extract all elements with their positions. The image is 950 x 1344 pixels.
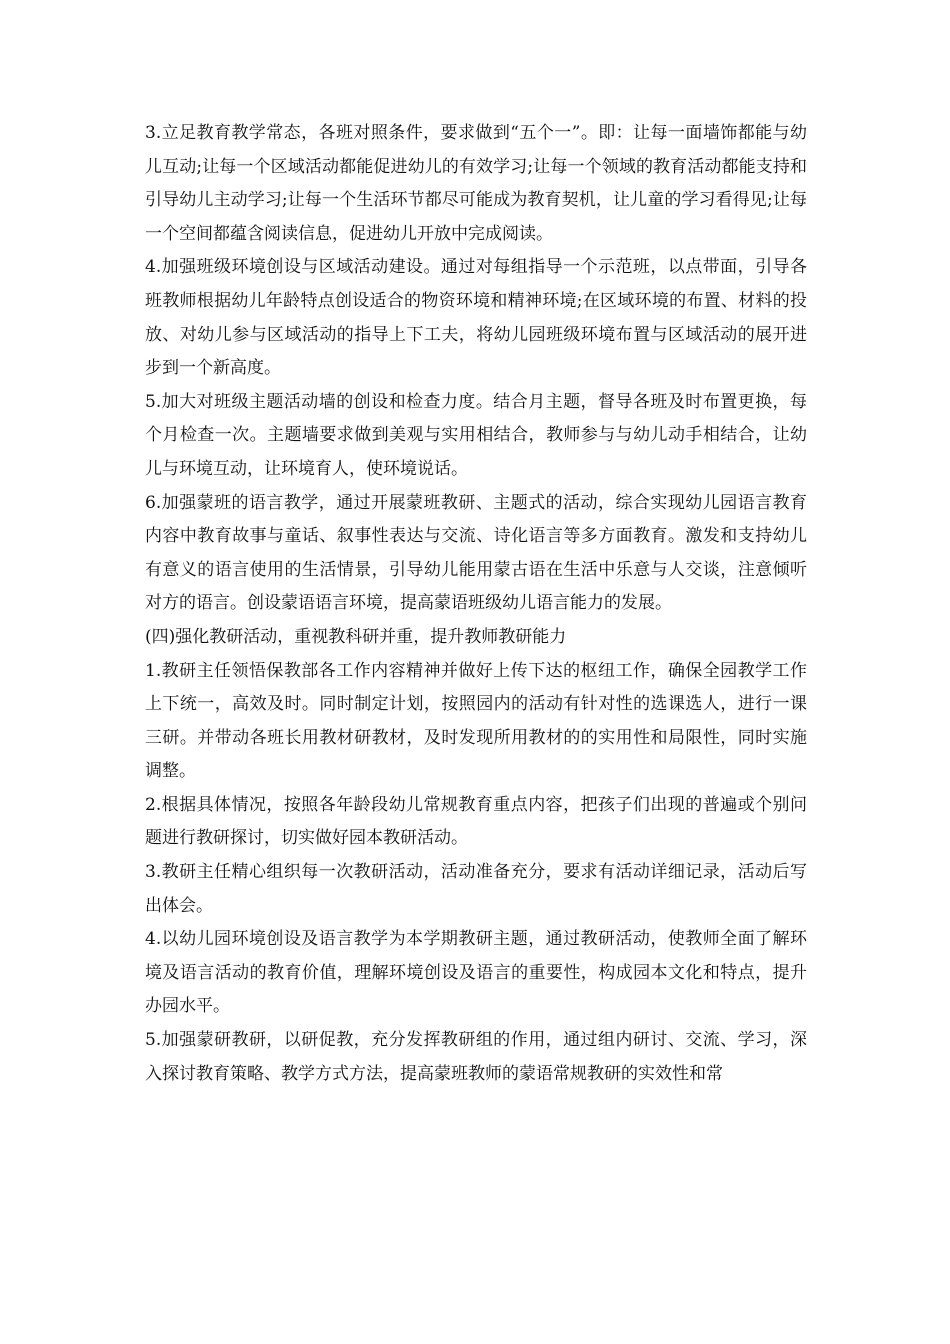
- document-body: [145, 117, 807, 1091]
- paragraph-research-item-1: 1.教研主任领悟保教部各工作内容精神并做好上传下达的枢纽工作，确保全园教学工作上下统一，高效及时。同时制定计划，按照园内的活动有针对性的选课选人，进行一课三研。并带动各班长用教材研教材，及时发现所用教材的的实用性和局限性，同时实施调整。: [145, 660, 807, 782]
- paragraph-item-6-language-teaching: 6.加强蒙班的语言教学，通过开展蒙班教研、主题式的活动，综合实现幼儿园语言教育内容中教育故事与童话、叙事性表达与交流、诗化语言等多方面教育。激发和支持幼儿有意义的语言使用的生活情景，引导幼儿能用蒙古语在生活中乐意与人交谈，注意倾听对方的语言。创设蒙语语言环境，提高蒙语班级幼儿语言能力的发展。: [145, 492, 807, 614]
- paragraph-item-3-five-ones: 3.立足教育教学常态，各班对照条件，要求做到“五个一”。即：让每一面墙饰都能与幼儿互动;让每一个区域活动都能促进幼儿的有效学习;让每一个领域的教育活动都能支持和引导幼儿主动学习;让每一个生活环节都尽可能成为教育契机，让儿童的学习看得见;让每一个空间都蕴含阅读信息，促进幼儿开放中完成阅读。: [145, 123, 807, 244]
- paragraph-research-item-3: 3.教研主任精心组织每一次教研活动，活动准备充分，要求有活动详细记录，活动后写出体会。: [145, 862, 807, 916]
- section-heading-teaching-research: (四)强化教研活动，重视教科研并重，提升教师教研能力: [145, 626, 567, 647]
- paragraph-item-5-theme-wall: 5.加大对班级主题活动墙的创设和检查力度。结合月主题，督导各班及时布置更换，每个月检查一次。主题墙要求做到美观与实用相结合，教师参与与幼儿动手相结合，让幼儿与环境互动，让环境育人，使环境说话。: [145, 391, 807, 479]
- paragraph-research-item-5: 5.加强蒙研教研，以研促教，充分发挥教研组的作用，通过组内研讨、交流、学习，深入探讨教育策略、教学方式方法，提高蒙班教师的蒙语常规教研的实效性和常: [145, 1030, 807, 1084]
- paragraph-research-item-4: 4.以幼儿园环境创设及语言教学为本学期教研主题，通过教研活动，使教师全面了解环境及语言活动的教育价值，理解环境创设及语言的重要性，构成园本文化和特点，提升办园水平。: [145, 929, 807, 1017]
- paragraph-research-item-2: 2.根据具体情况，按照各年龄段幼儿常规教育重点内容，把孩子们出现的普遍或个别问题进行教研探讨，切实做好园本教研活动。: [145, 794, 807, 849]
- paragraph-item-4-class-environment: 4.加强班级环境创设与区域活动建设。通过对每组指导一个示范班，以点带面，引导各班教师根据幼儿年龄特点创设适合的物资环境和精神环境;在区域环境的布置、材料的投放、对幼儿参与区域活动的指导上下工夫，将幼儿园班级环境布置与区域活动的展开进步到一个新高度。: [145, 257, 807, 379]
